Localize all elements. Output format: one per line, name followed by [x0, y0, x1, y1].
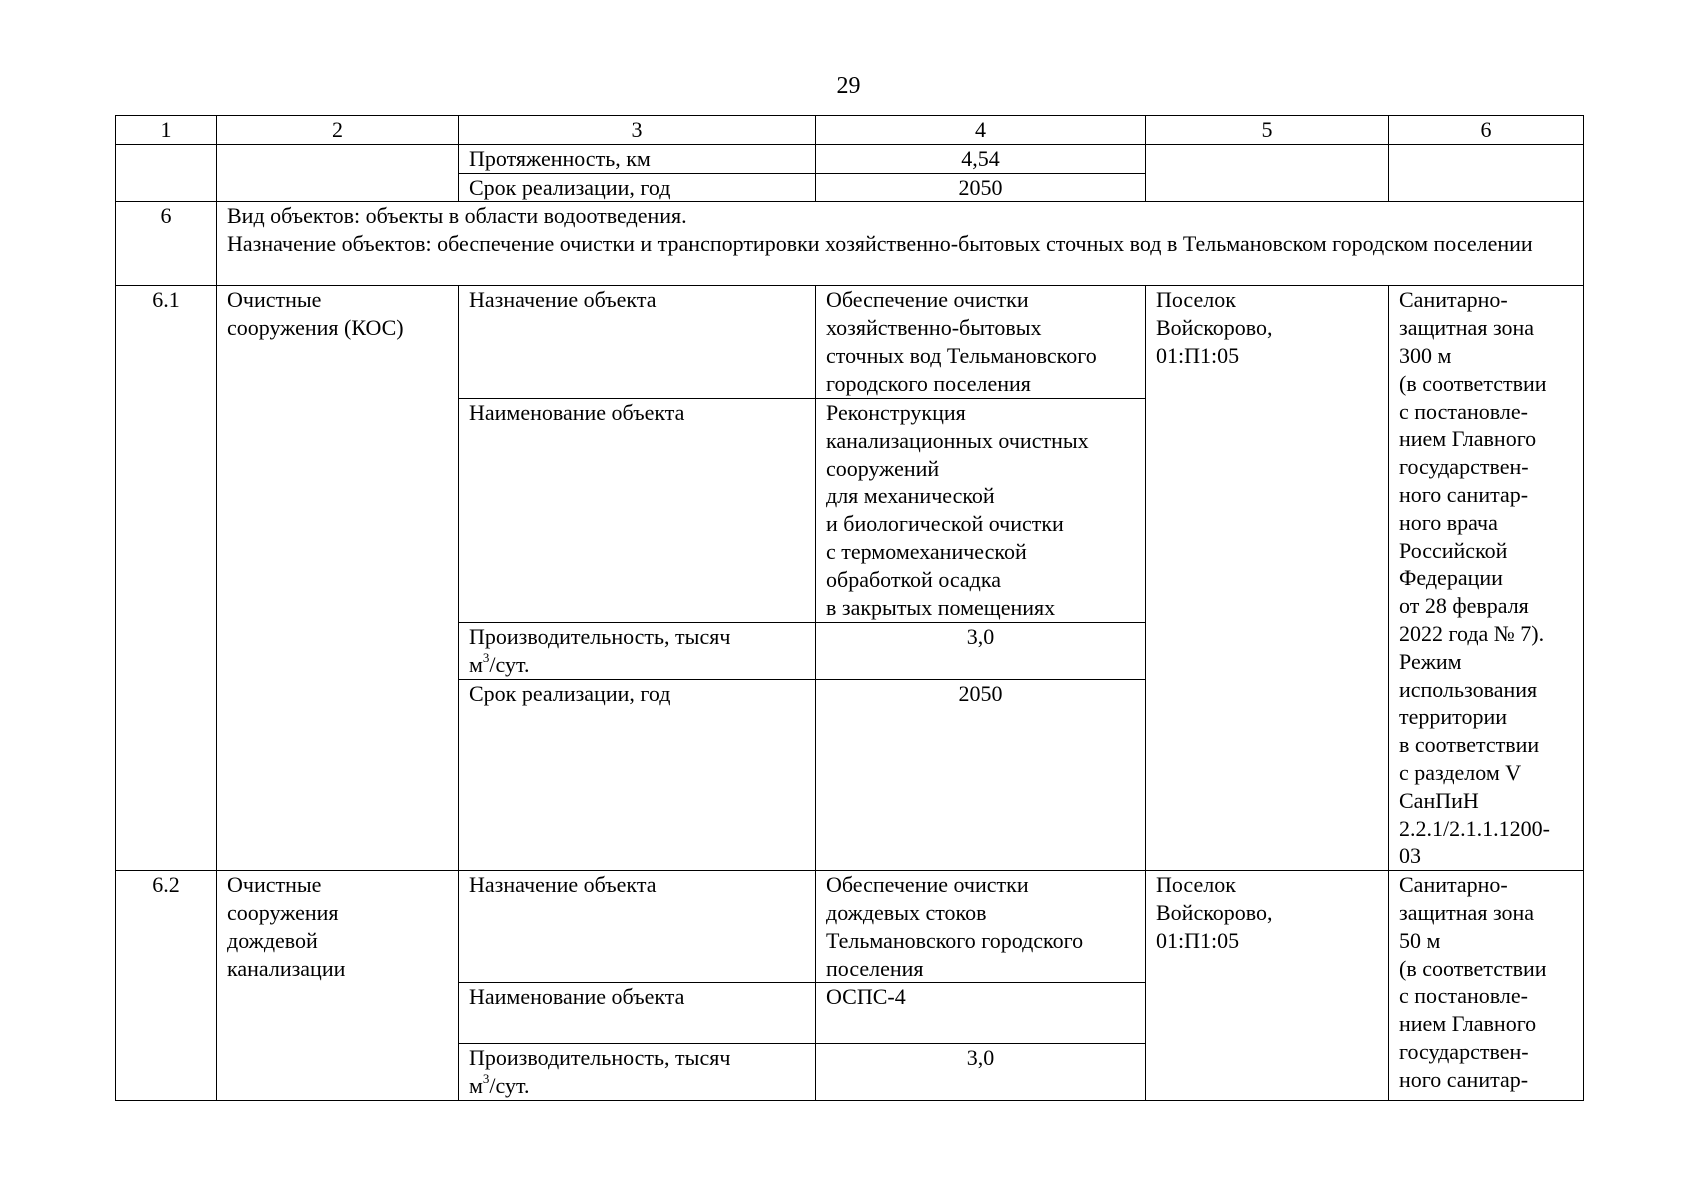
cont-num-cell: [116, 144, 217, 202]
obj62-zone: Санитарно- защитная зона 50 м (в соответствии с постановле- нием Главного государствен- ного санитар-: [1389, 871, 1584, 1101]
table-row: [116, 144, 1584, 173]
obj62-capacity-value: 3,0: [816, 1044, 1146, 1101]
section-purpose: Назначение объектов: обеспечение очистки и транспортировки хозяйственно-бытовых сточных вод в Тельмановском городском поселении: [227, 231, 1533, 257]
table-row: [116, 286, 1584, 399]
obj62-title-label: Наименование объекта: [459, 983, 816, 1044]
header-col-3: 3: [459, 116, 816, 145]
cont-term-value: 2050: [816, 173, 1146, 202]
obj62-name: Очистные сооружения дождевой канализации: [217, 871, 459, 1101]
cont-location-cell: [1146, 144, 1389, 202]
cont-length-value: 4,54: [816, 144, 1146, 173]
obj61-capacity-label: Производительность, тысяч $м^3$/сут.: [459, 623, 816, 680]
cont-name-cell: [217, 144, 459, 202]
obj61-zone: Санитарно- защитная зона 300 м (в соответствии с постановле- нием Главного государствен- ного санитар- ного врача Российской Федерации от 28 февраля 2022 года № 7). Режим использования территории в соответствии с разделом V СанПиН 2.2.1/2.1.1.1200- 03: [1389, 286, 1584, 871]
obj61-term-label: Срок реализации, год: [459, 680, 816, 871]
obj62-location: Поселок Войскорово, 01:П1:05: [1146, 871, 1389, 1101]
section-row: [116, 202, 1584, 286]
header-col-1: 1: [116, 116, 217, 145]
page-number: 29: [836, 73, 861, 99]
obj62-purpose-value: Обеспечение очистки дождевых стоков Тельмановского городского поселения: [816, 871, 1146, 983]
cont-length-label: Протяженность, км: [459, 144, 816, 173]
obj61-purpose-value: Обеспечение очистки хозяйственно-бытовых сточных вод Тельмановского городского поселения: [816, 286, 1146, 399]
cont-zone-cell: [1389, 144, 1584, 202]
section-kind: Вид объектов: объекты в области водоотведения.: [227, 203, 687, 229]
obj62-title-value: ОСПС-4: [816, 983, 1146, 1044]
obj61-capacity-value: 3,0: [816, 623, 1146, 680]
document-table: [115, 115, 1584, 1101]
header-col-2: 2: [217, 116, 459, 145]
section-description: [217, 202, 1584, 286]
header-col-5: 5: [1146, 116, 1389, 145]
obj61-location: Поселок Войскорово, 01:П1:05: [1146, 286, 1389, 871]
cont-term-label: Срок реализации, год: [459, 173, 816, 202]
obj62-purpose-label: Назначение объекта: [459, 871, 816, 983]
table-row: [116, 871, 1584, 983]
obj61-term-value: 2050: [816, 680, 1146, 871]
header-col-4: 4: [816, 116, 1146, 145]
obj61-purpose-label: Назначение объекта: [459, 286, 816, 399]
obj61-title-label: Наименование объекта: [459, 399, 816, 623]
obj62-num: 6.2: [116, 871, 217, 1101]
obj62-capacity-label: Производительность, тысяч $м^3$/сут.: [459, 1044, 816, 1101]
obj61-name: Очистные сооружения (КОС): [217, 286, 459, 871]
section-num: 6: [116, 202, 217, 286]
header-col-6: 6: [1389, 116, 1584, 145]
obj61-title-value: Реконструкция канализационных очистных сооружений для механической и биологической очистки с термомеханической обработкой осадка в закрытых помещениях: [816, 399, 1146, 623]
obj61-num: 6.1: [116, 286, 217, 871]
table-header-row: [116, 116, 1584, 145]
